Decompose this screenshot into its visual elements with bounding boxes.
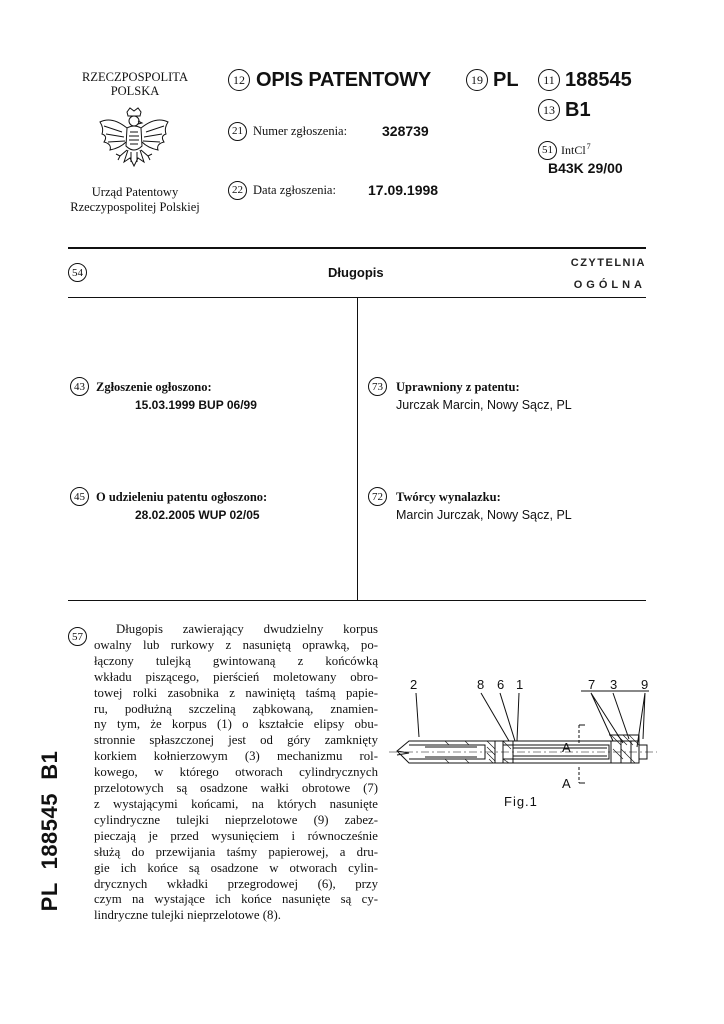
invention-title: Długopis [328, 265, 384, 280]
abstract-line: lindryczne tulejki nieprzelotowe (8). [94, 908, 281, 923]
figure-caption: Fig.1 [504, 794, 538, 809]
abstract-line: ny tym, że korpus (1) o kształcie elipsy obu- [94, 717, 378, 732]
abstract-text [94, 622, 378, 924]
inid-code-54: 54 [68, 263, 87, 282]
patentee-label: Uprawniony z patentu: [396, 380, 520, 394]
publication-label: Zgłoszenie ogłoszono: [96, 380, 212, 394]
kind-code-row [538, 98, 591, 122]
patentee-value: Jurczak Marcin, Nowy Sącz, PL [396, 398, 572, 412]
kind-code: B1 [565, 98, 591, 121]
abstract-line: gie ich końce są osadzone w otworach cylin- [94, 860, 378, 875]
inid-code-57: 57 [68, 627, 87, 646]
ipc-edition: 7 [586, 141, 591, 151]
abstract-line: owalny lub rurkowy z nasuniętą oprawką, po- [94, 637, 378, 652]
doc-type-row [228, 68, 431, 92]
abstract-line: cylindryczne tulejki nieprzelotowe (9) zabez- [94, 812, 378, 827]
figure-label-8: 8 [477, 677, 485, 692]
application-date-label: Data zgłoszenia: [253, 182, 336, 197]
abstract-line: ru, podłużną szczeliną ząbkowaną, znamien- [94, 701, 378, 716]
section-label-top: A [562, 740, 571, 755]
application-number: 328739 [382, 123, 429, 139]
inid-code-22: 22 [228, 181, 247, 200]
inid-code-11: 11 [538, 69, 560, 91]
center-divider [357, 297, 358, 600]
library-stamp [566, 252, 646, 296]
side-patent-label: PL 188545 B1 [37, 750, 62, 912]
inid-code-43: 43 [70, 377, 89, 396]
section-label-bottom: A [562, 776, 571, 791]
patent-office-name [55, 185, 215, 215]
abstract-line: towej rolki zasobnika z nawiniętą taśmą papie- [94, 685, 378, 700]
figure-label-6: 6 [497, 677, 505, 692]
country-code-row [466, 68, 519, 92]
figure-label-1: 1 [516, 677, 524, 692]
abstract-line: stronnie spłaszczonej jest od góry zamknięty [94, 733, 378, 748]
application-number-row [228, 120, 468, 142]
patent-number: 188545 [565, 68, 632, 91]
office-line-1: Urząd Patentowy [91, 185, 179, 199]
application-date: 17.09.1998 [368, 182, 439, 198]
abstract-line: kowego, w którego otworach cylindrycznych [94, 765, 378, 780]
figure-label-2: 2 [410, 677, 418, 692]
abstract-line: z wystającymi końcami, na których nasunięte [94, 796, 378, 811]
abstract-lines [94, 622, 378, 924]
office-line-2: Rzeczypospolitej Polskiej [70, 200, 200, 214]
abstract-line: łączony tulejką gwintowaną z końcówką [94, 653, 378, 668]
inid-code-13: 13 [538, 99, 560, 121]
abstract-line: czym na wystające ich końce nasunięte są cy- [94, 892, 378, 907]
abstract-line: drycznych wkładki przegrodowej (6), przy [94, 876, 378, 891]
top-divider [68, 247, 646, 249]
info-divider [68, 600, 646, 601]
publication-value: 15.03.1999 BUP 06/99 [135, 398, 257, 412]
abstract-line: przelotowych są osadzone wałki obrotowe (7) [94, 781, 378, 796]
inventors-label: Twórcy wynalazku: [396, 490, 501, 504]
ipc-row [538, 140, 591, 160]
grant-publication-label: O udzieleniu patentu ogłoszono: [96, 490, 268, 504]
inid-code-12: 12 [228, 69, 250, 91]
inid-code-73: 73 [368, 377, 387, 396]
abstract-line: pieczają je przed wysunięciem i równocześnie [94, 828, 378, 843]
figure-label-3: 3 [610, 677, 618, 692]
application-number-label: Numer zgłoszenia: [253, 123, 348, 138]
stamp-line-2: OGÓLNA [573, 279, 646, 291]
grant-publication-value: 28.02.2005 WUP 02/05 [135, 508, 260, 522]
inid-code-19: 19 [466, 69, 488, 91]
figure-label-7: 7 [588, 677, 596, 692]
abstract-line: Długopis zawierający dwudzielny korpus [116, 622, 378, 636]
doc-type: OPIS PATENTOWY [256, 68, 431, 91]
figure-label-9: 9 [641, 677, 649, 692]
ipc-label: IntCl [561, 142, 586, 157]
country-name [60, 70, 210, 98]
inventors-value: Marcin Jurczak, Nowy Sącz, PL [396, 508, 572, 522]
inid-code-72: 72 [368, 487, 387, 506]
inid-code-45: 45 [70, 487, 89, 506]
abstract-line: służą do przewijania taśmy papierowej, a dru- [94, 844, 378, 859]
abstract-line: korkiem kołnierzowym (3) mechanizmu rol- [94, 749, 378, 764]
country-code: PL [493, 68, 519, 91]
inid-code-51: 51 [538, 141, 557, 160]
eagle-emblem-icon [94, 106, 174, 178]
inid-code-21: 21 [228, 122, 247, 141]
country-line-1: RZECZPOSPOLITA [82, 70, 188, 84]
ipc-class: B43K 29/00 [548, 160, 623, 176]
abstract-line: wkładu piszącego, pierścień moletowany obro- [94, 669, 378, 684]
stamp-line-1: CZYTELNIA [570, 257, 646, 269]
patent-number-row [538, 68, 632, 92]
country-line-2: POLSKA [110, 84, 160, 98]
